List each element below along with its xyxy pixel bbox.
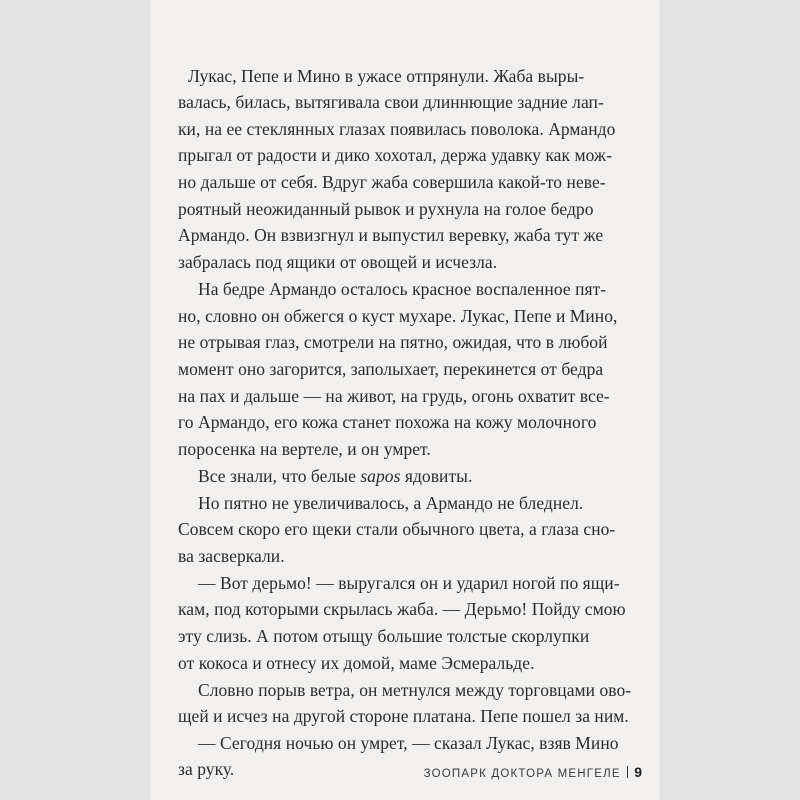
- text-line: — Сегодня ночью он умрет, — сказал Лукас, взяв Мино: [198, 733, 619, 753]
- text-line: щей и исчез на другой стороне платана. Пепе пошел за ним.: [178, 706, 629, 726]
- text-line: но дальше от себя. Вдруг жаба совершила какой-то неве-: [178, 172, 606, 192]
- text-line: прыгал от радости и дико хохотал, держа удавку как мож-: [178, 145, 612, 165]
- italic-word: sapos: [360, 466, 401, 486]
- text-line: ва засверкали.: [178, 546, 285, 566]
- text-line: ки, на ее стеклянных глазах появилась поволока. Армандо: [178, 119, 616, 139]
- text-line-sapos: [198, 466, 472, 486]
- footer-divider: [627, 766, 629, 778]
- text-span: Все знали, что белые: [198, 466, 361, 486]
- page-number: 9: [634, 764, 642, 780]
- text-line: Но пятно не увеличивалось, а Армандо не бледнел.: [198, 493, 584, 513]
- text-line: Армандо. Он взвизгнул и выпустил веревку, жаба тут же: [178, 225, 604, 245]
- book-page: [150, 0, 660, 800]
- text-line: роятный неожиданный рывок и рухнула на голое бедро: [178, 199, 594, 219]
- text-line: Словно порыв ветра, он метнулся между торговцами ово-: [198, 680, 632, 700]
- text-line: Совсем скоро его щеки стали обычного цвета, а глаза сно-: [178, 519, 616, 539]
- text-span: ядовиты.: [400, 466, 473, 486]
- text-line: от кокоса и отнесу их домой, маме Эсмеральде.: [178, 653, 535, 673]
- text-line: момент оно загорится, заполыхает, перекинется от бедра: [178, 359, 604, 379]
- text-line: го Армандо, его кожа станет похожа на кожу молочного: [178, 412, 597, 432]
- text-line: На бедре Армандо осталось красное воспаленное пят-: [198, 279, 607, 299]
- text-line: кам, под которыми скрылась жаба. — Дерьмо! Пойду смою: [178, 599, 626, 619]
- text-line: не отрывая глаз, смотрели на пятно, ожидая, что в любой: [178, 332, 608, 352]
- text-line: Лукас, Пепе и Мино в ужасе отпрянули. Жаба выры-: [188, 66, 585, 86]
- book-title: ЗООПАРК ДОКТОРА МЕНГЕЛЕ: [423, 768, 621, 780]
- text-line: на пах и дальше — на живот, на грудь, огонь охватит все-: [178, 386, 610, 406]
- text-line: за руку.: [178, 759, 235, 779]
- text-line: поросенка на вертеле, и он умрет.: [178, 439, 431, 459]
- text-line: — Вот дерьмо! — выругался он и ударил ногой по ящи-: [198, 573, 620, 593]
- text-line: валась, билась, вытягивала свои длиннющие задние лап-: [178, 92, 604, 112]
- text-line: забралась под ящики от овощей и исчезла.: [178, 252, 498, 272]
- text-line: но, словно он обжегся о куст мухаре. Лукас, Пепе и Мино,: [178, 306, 618, 326]
- text-line: эту слизь. А потом отыщу большие толстые скорлупки: [178, 626, 590, 646]
- running-footer: [424, 764, 642, 780]
